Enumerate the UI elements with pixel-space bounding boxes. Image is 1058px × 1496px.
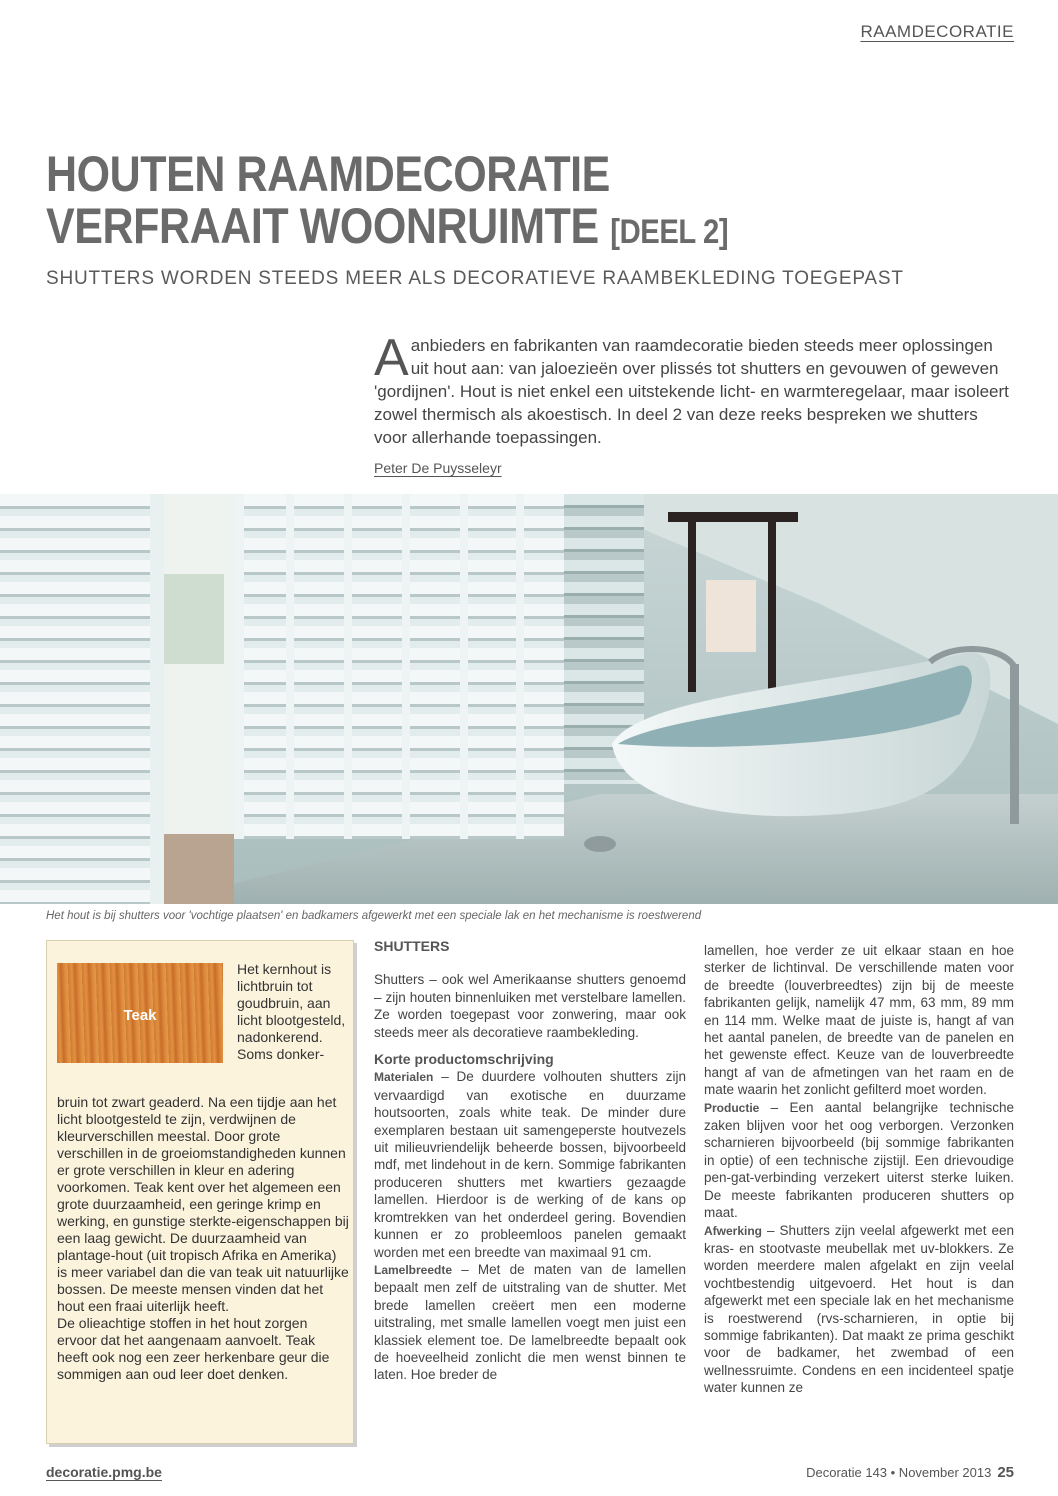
afwerking-text: – Shutters zijn veelal afgewerkt met een kras- en stootvaste meubellak met uv-blokkers. Ze worden meerdere malen afgelakt en zijn veelal vochtbestendig uitgevoerd. Het hout is dan afgewerkt met een speciale lak en het mechanisme is roestwerend (rvs-scharnieren, in optie bij sommige fabrikanten). Dat maakt ze prima geschikt voor de badkamer, het zwembad of een wellnessruimte. Condens en een incidenteel spatje water kunnen ze	[704, 1222, 1014, 1396]
intro-paragraph	[374, 329, 1014, 449]
materialen-text: – De duurdere volhouten shutters zijn vervaardigd van exotische en duurzame houtsoorten, zoals white teak. De minder dure exemplaren bestaan uit samengeperste houtvezels uit milieuvriendelijk beheerde bossen, bijvoorbeeld mdf, met lindehout in de kern. Sommige fabrikanten produceren shutters met kwartiers gezaagde lamellen. Hierdoor is de werking of de kans op kromtrekken van het onderdeel gering. Bovendien kunnen er zo probleemloos panelen gemaakt worden met een breedte van maximaal 91 cm.	[374, 1069, 686, 1260]
page-number: 25	[997, 1464, 1014, 1481]
article-column-1	[374, 938, 686, 1384]
productie-paragraph	[704, 1099, 1014, 1222]
article-column-2	[704, 942, 1014, 1397]
photo-caption: Het hout is bij shutters voor 'vochtige plaatsen' en badkamers afgewerkt met een speciale lak en het mechanisme is roestwerend	[46, 910, 702, 922]
headline-line-2-text: VERFRAAIT WOONRUIMTE	[46, 198, 599, 254]
footer-issue	[806, 1464, 1014, 1481]
afwerking-paragraph	[704, 1222, 1014, 1397]
teak-wood-swatch	[57, 963, 223, 1063]
headline	[46, 148, 872, 258]
sidebox-text-extra: De olieachtige stoffen in het hout zorgen ervoor dat het aangenaam aanvoelt. Teak heeft ook nog een zeer herkenbare geur die sommigen aan oud leer doet denken.	[57, 1315, 330, 1382]
shutters-paragraph: Shutters – ook wel Amerikaanse shutters genoemd – zijn houten binnenluiken met verstelbare lamellen. Ze worden toegepast voor zonwering, maar ook steeds meer als decoratieve raambekleding.	[374, 972, 686, 1040]
intro-text: anbieders en fabrikanten van raamdecoratie bieden steeds meer oplossingen uit hout aan: van jaloezieën over plissés tot shutters en gevouwen of geweven 'gordijnen'. Hout is niet enkel een uitstekende licht- en warmteregelaar, maar isoleert zowel thermisch als akoestisch. In deel 2 van deze reeks bespreken we shutters voor allerhande toepassingen.	[374, 336, 1009, 447]
afwerking-lead: Afwerking	[704, 1223, 763, 1238]
productie-text: – Een aantal belangrijke technische zaken blijven voor het oog verborgen. Verzonken scharnieren bijvoorbeeld (bij sommige fabrikanten in optie) of een technische zijstijl. Een drievoudige pen-gat-verbinding verzekert uiterst sterke luiken. De meeste fabrikanten produceren shutters op maat.	[704, 1099, 1014, 1221]
headline-part: [DEEL 2]	[610, 213, 729, 251]
lamellen-paragraph: lamellen, hoe verder ze uit elkaar staan en hoe sterker de lichtinval. De verschillende maten voor de breedte (louverbreedtes) zijn bij de meeste fabrikanten gelijk, namelijk 47 mm, 63 mm, 89 mm en 114 mm. Welke maat de juiste is, hangt af van het aantal panelen, de breedte van de panelen en het gewenste effect. Keuze van de louverbreedte hangt af van de afmetingen van het raam en de mate waarin het zonlicht gefilterd moet worden.	[704, 943, 1014, 1098]
subheading-product: Korte productomschrijving	[374, 1051, 554, 1068]
headline-line-1: HOUTEN RAAMDECORATIE	[46, 146, 610, 202]
author-byline: Peter De Puysseleyr	[374, 460, 502, 476]
lamelbreedte-lead: Lamelbreedte	[374, 1262, 453, 1277]
teak-sidebox	[46, 940, 354, 1444]
materialen-lead: Materialen	[374, 1070, 434, 1085]
footer-issue-text: Decoratie 143 • November 2013	[806, 1465, 992, 1480]
teak-label: Teak	[123, 1007, 157, 1024]
footer-website-link[interactable]: decoratie.pmg.be	[46, 1464, 162, 1480]
materialen-paragraph	[374, 1068, 686, 1260]
lamelbreedte-paragraph	[374, 1261, 686, 1384]
bathroom-photo	[0, 494, 1058, 904]
intro-dropcap: A	[374, 329, 409, 387]
headline-line-2	[46, 200, 872, 258]
section-heading-shutters: SHUTTERS	[374, 938, 450, 954]
sidebox-text-bottom	[57, 1094, 349, 1383]
sidebox-text-main: bruin tot zwart geaderd. Na een tijdje aan het licht blootgesteld te zijn, verdwijnen de kleurverschillen meestal. Door grote verschillen in de groeiomstandigheden kunnen er grote verschillen in kleur en adering voorkomen. Teak kent over het algemeen een grote duurzaamheid, een geringe krimp en werking, en gunstige sterkte-eigenschappen bij een laag gewicht. De duurzaamheid van plantage-hout (uit tropisch Afrika en Amerika) is meer variabel dan die van teak uit natuurlijke bossen. De meeste mensen vinden dat het hout een fraai uiterlijk heeft.	[57, 1094, 349, 1314]
lamelbreedte-text: – Met de maten van de lamellen bepaalt men zelf de uitstraling van de shutter. Met brede lamellen creëert men een moderne uitstraling, met smalle lamellen voegt men juist een klassiek element toe. De lamelbreedte bepaalt ook de hoeveelheid zonlicht die men wenst binnen te laten. Hoe breder de	[374, 1261, 686, 1383]
sidebox-text-top: Het kernhout is lichtbruin tot goudbruin, aan licht blootgesteld, nadonkerend. Soms donker-	[237, 961, 346, 1062]
productie-lead: Productie	[704, 1100, 760, 1115]
subheadline: SHUTTERS WORDEN STEEDS MEER ALS DECORATIEVE RAAMBEKLEDING TOEGEPAST	[46, 268, 904, 289]
section-tag: RAAMDECORATIE	[860, 22, 1014, 41]
